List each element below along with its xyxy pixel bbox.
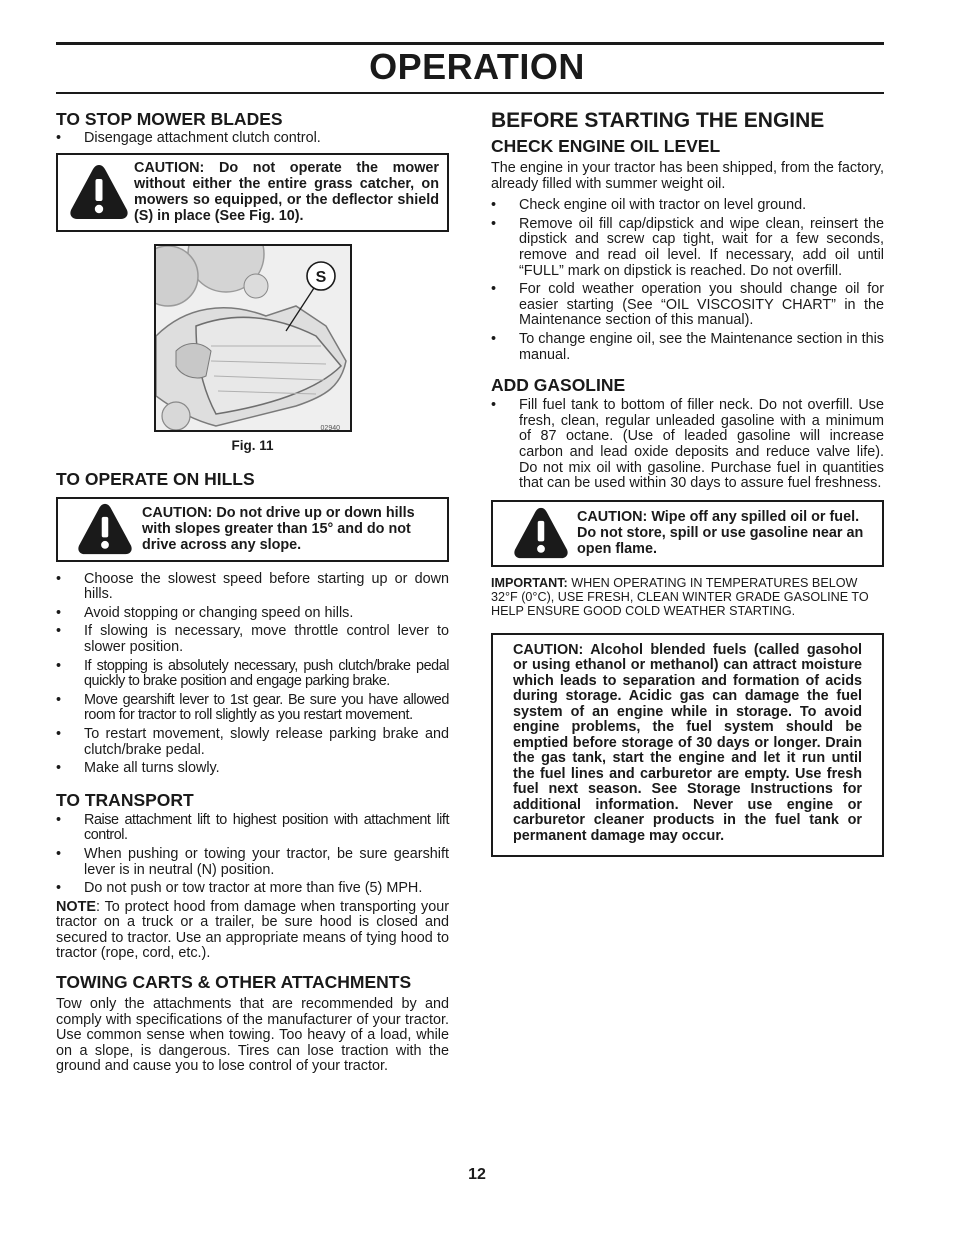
stop-blades-list	[56, 131, 449, 147]
caution-text: CAUTION: Do not drive up or down hills with slopes greater than 15° and do not drive across any slope.	[142, 505, 415, 554]
list-item: • Raise attachment lift to highest position with attachment lift control.	[56, 813, 449, 844]
transport-heading: TO TRANSPORT	[56, 789, 194, 810]
note-label: NOTE	[56, 898, 96, 915]
figure-caption: Fig. 11	[231, 437, 274, 453]
figure-deflector-shield	[154, 244, 352, 432]
important-text: WHEN OPERATING IN TEMPERATURES BELOW 32°F (0°C), USE FRESH, CLEAN WINTER GRADE GASOLINE TO HELP ENSURE GOOD COLD WEATHER STARTING.	[491, 575, 869, 618]
left-column	[56, 108, 449, 1075]
warning-icon	[505, 503, 577, 563]
important-label: IMPORTANT:	[491, 575, 568, 590]
check-oil-intro: The engine in your tractor has been shipped, from the factory, already filled with summer weight oil.	[491, 160, 884, 192]
caution-box-alcohol-fuels	[491, 633, 884, 857]
list-item: • To restart movement, slowly release parking brake and clutch/brake pedal.	[56, 727, 449, 758]
warning-icon	[68, 499, 142, 559]
list-item: • Move gearshift lever to 1st gear. Be sure you have allowed room for tractor to roll slightly as you restart movement.	[56, 693, 449, 724]
towing-heading: TOWING CARTS & OTHER ATTACHMENTS	[56, 972, 412, 993]
list-item: • For cold weather operation you should change oil for easier starting (See “OIL VISCOSITY CHART” in the Maintenance section of this manual).	[491, 282, 884, 329]
add-gasoline-list	[491, 398, 884, 492]
page-number: 12	[468, 1166, 486, 1183]
list-item: • Do not push or tow tractor at more than five (5) MPH.	[56, 881, 449, 897]
caution-box-grass-catcher	[56, 153, 449, 232]
list-item: • Disengage attachment clutch control.	[56, 131, 449, 147]
list-item: • If stopping is absolutely necessary, push clutch/brake pedal quickly to brake position and engage parking brake.	[56, 659, 449, 690]
hills-heading: TO OPERATE ON HILLS	[56, 468, 255, 489]
list-item: • Choose the slowest speed before starting up or down hills.	[56, 572, 449, 603]
caution-text: CAUTION: Alcohol blended fuels (called gasohol or using ethanol or methanol) can attract moisture which leads to separation and formation of acids during storage. Acidic gas can damage the fuel system of an engine while in storage. To avoid engine problems, the fuel system should be emptied before storage of 30 days or longer. Drain the gas tank, start the engine and let it run until the fuel lines and carburetor are empty. Use fresh fuel next season. See Storage Instructions for additional information. Never use engine or carburetor cleaner products in the fuel tank or permanent damage may occur.	[513, 641, 862, 844]
list-item: • Check engine oil with tractor on level ground.	[491, 198, 884, 214]
stop-blades-heading: TO STOP MOWER BLADES	[56, 109, 283, 129]
list-item: • To change engine oil, see the Maintenance section in this manual.	[491, 332, 884, 363]
towing-text: Tow only the attachments that are recommended by and comply with specifications of the manufacturer of your tractor. Use common sense when towing. Too heavy of a load, while on a slope, is dangerous. Tires can lose traction with the ground and cause you to lose control of your tractor.	[56, 996, 449, 1075]
caution-box-spilled-fuel	[491, 500, 884, 567]
list-item: • When pushing or towing your tractor, be sure gearshift lever is in neutral (N) position.	[56, 847, 449, 878]
hills-list	[56, 572, 449, 777]
check-oil-list	[491, 198, 884, 363]
caution-text: CAUTION: Wipe off any spilled oil or fuel. Do not store, spill or use gasoline near an open flame.	[577, 509, 864, 558]
list-item: • If slowing is necessary, move throttle control lever to slower position.	[56, 624, 449, 655]
note-text: : To protect hood from damage when transporting your tractor on a truck or a trailer, be sure hood is closed and secured to tractor. Use an appropriate means of tying hood to tractor (rope, cord, etc.).	[56, 898, 449, 962]
warning-icon	[64, 158, 134, 226]
caution-text: CAUTION: Do not operate the mower without either the entire grass catcher, on mowers so equipped, or the deflector shield (S) in place (See Fig. 10).	[134, 160, 439, 225]
list-item: • Make all turns slowly.	[56, 761, 449, 777]
transport-list	[56, 813, 449, 897]
figure-code: 02940	[320, 424, 340, 432]
transport-note	[56, 900, 449, 962]
important-note	[491, 576, 884, 618]
add-gasoline-heading: ADD GASOLINE	[491, 375, 626, 396]
list-item: • Fill fuel tank to bottom of filler neck. Do not overfill. Use fresh, clean, regular unleaded gasoline with a minimum of 87 octane. (Use of leaded gasoline will increase carbon and lead oxide deposits and reduce valve life). Do not mix oil with gasoline. Purchase fuel in quantities that can be used within 30 days to assure fuel freshness.	[491, 398, 884, 492]
page-title: OPERATION	[369, 46, 585, 87]
check-oil-heading: CHECK ENGINE OIL LEVEL	[491, 136, 721, 156]
list-item: • Avoid stopping or changing speed on hills.	[56, 606, 449, 622]
caution-box-hills	[56, 497, 449, 562]
list-item: • Remove oil fill cap/dipstick and wipe clean, reinsert the dipstick and screw cap tight, wait for a few seconds, remove and read oil level. If necessary, add oil until “FULL” mark on dipstick is reached. Do not overfill.	[491, 217, 884, 279]
figure-callout-s: S	[315, 268, 326, 286]
right-column	[491, 108, 884, 857]
before-starting-heading: BEFORE STARTING THE ENGINE	[491, 109, 825, 132]
header-rule-bottom	[56, 92, 884, 94]
